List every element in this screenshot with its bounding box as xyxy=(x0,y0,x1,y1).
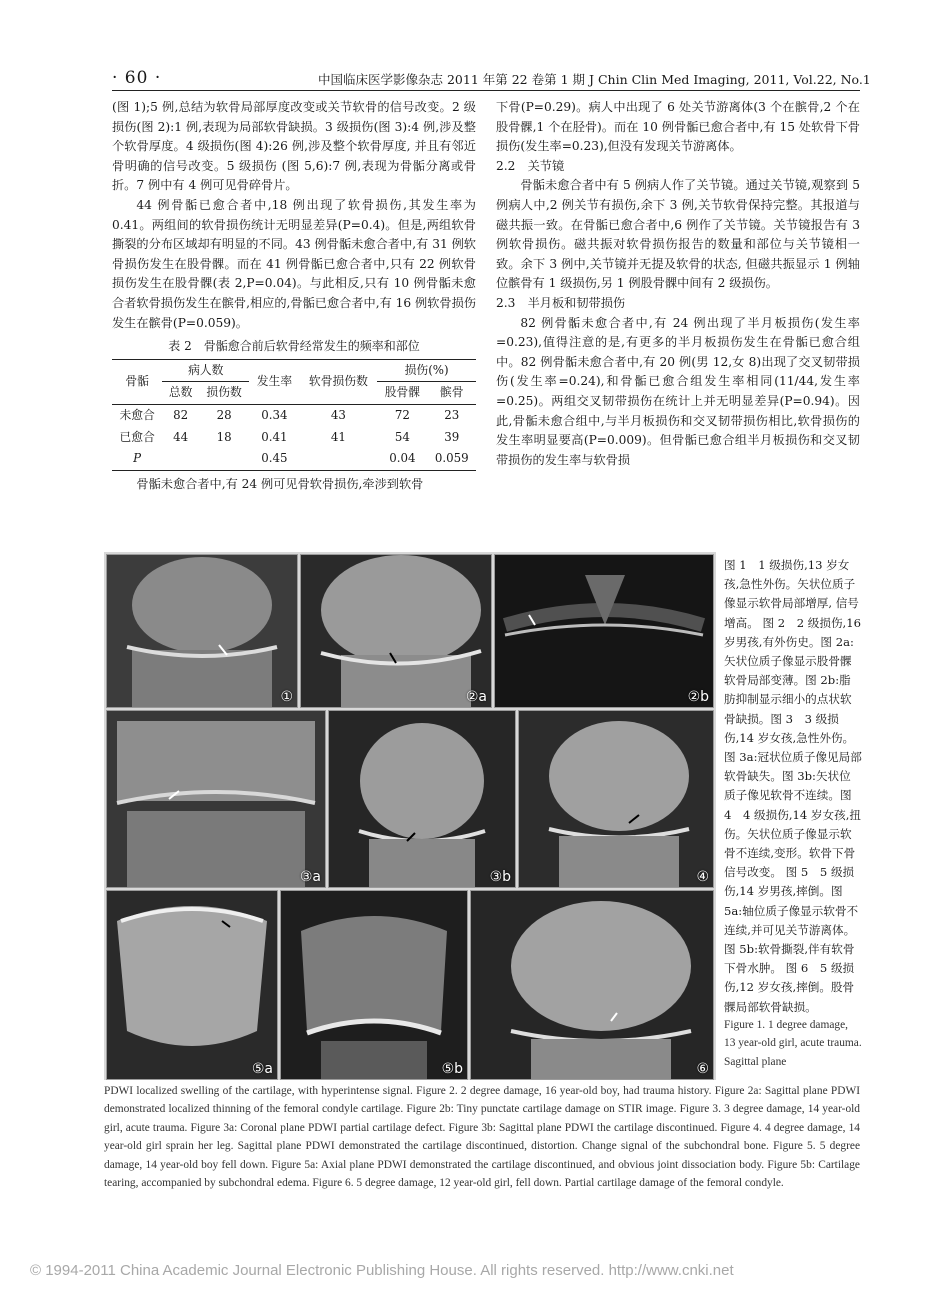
header-rule xyxy=(112,90,860,91)
panel-label: ②b xyxy=(687,689,709,705)
right-para-2: 骨骺未愈合者中有 5 例病人作了关节镜。通过关节镜,观察到 5 例病人中,2 例关节有损伤,余下 3 例,关节软骨保持完整。其报道与磁共振一致。在骨骺已愈合者中,6 例作了关节镜。关节镜报告有 3 例软骨损伤。磁共振对软骨损伤报告的数量和部位与关节镜相一致。余下 3 例中,关节镜并无提及软骨的状态, 但磁共振显示 1 例轴位髌骨有 1 级损伤,另 1 例股骨髁中间有 2 级损伤。 xyxy=(496,178,860,291)
table-row xyxy=(112,404,476,426)
th-patella: 髌骨 xyxy=(428,382,476,405)
panel-label: ③a xyxy=(299,869,321,885)
section-2-3-heading: 2.3 半月板和韧带损伤 xyxy=(496,295,626,310)
panel-label: ④ xyxy=(696,869,709,885)
panel-label: ① xyxy=(280,689,293,705)
copyright-footer: © 1994-2011 China Academic Journal Electronic Publishing House. All rights reserved. http://www.cnki.net xyxy=(30,1262,734,1279)
th-total: 总数 xyxy=(162,382,199,405)
right-para-3: 82 例骨骺未愈合者中,有 24 例出现了半月板损伤(发生率=0.23),值得注意的是,有更多的半月板损伤发生在骨骺已愈合组中。82 例骨骺未愈合者中,有 20 例(男 12,女 8)出现了交叉韧带损伤(发生率=0.24),和骨骺已愈合组发生率相同(11/44,发生率=0.25)。两组交叉韧带损伤在统计上并无明显差异(P=0.94)。因此,骨骺未愈合组中,与半月板损伤和交叉韧带损伤相比,软骨损伤的发生率明显要高(P=0.009)。但骨骺已愈合组半月板损伤和交叉韧带损伤的发生率与软骨损 xyxy=(496,315,860,467)
page-number: · 60 · xyxy=(112,68,162,88)
left-column xyxy=(112,98,476,494)
cell: 已愈合 xyxy=(119,429,155,444)
th-rate: 发生率 xyxy=(249,359,299,404)
th-patients: 病人数 xyxy=(162,359,249,382)
cell: 44 xyxy=(173,429,189,444)
cell: 54 xyxy=(394,429,410,444)
th-femoral: 股骨髁 xyxy=(377,382,427,405)
table-row xyxy=(112,448,476,470)
figure-caption-cn: 图 1 1 级损伤,13 岁女孩,急性外伤。矢状位质子像显示软骨局部增厚, 信号增高。 图 2 2 级损伤,16 岁男孩,有外伤史。图 2a:矢状位质子像显示股骨髁软骨局部变薄。图 2b:脂肪抑制显示细小的点状软骨缺损。图 3 3 级损伤,14 岁女孩,急性外伤。图 3a:冠状位质子像见局部软骨缺失。图 3b:矢状位质子像见软骨不连续。图 4 4 级损伤,14 岁女孩,扭伤。矢状位质子像显示软骨不连续,变形。软骨下骨信号改变。 图 5 5 级损伤,14 岁男孩,摔倒。图 5a:轴位质子像显示软骨不连续,并可见关节游离体。图 5b:软骨撕裂,伴有软骨下骨水肿。 图 6 5 级损伤,12 岁女孩,摔倒。股骨髁局部软骨缺损。 xyxy=(724,558,862,1014)
mri-panel-3b xyxy=(328,710,516,888)
right-column xyxy=(496,98,860,470)
left-para-1: (图 1);5 例,总结为软骨局部厚度改变或关节软骨的信号改变。2 级损伤(图 2):1 例,表现为局部软骨缺损。3 级损伤(图 3):4 例,涉及整个软骨厚度。4 级损伤(图 4):26 例,涉及整个软骨厚度, 并且有邻近骨明确的信号改变。5 级损伤 (图 5,6):7 例,表现为骨骺分离或骨折。7 例中有 4 例可见骨碎骨片。 xyxy=(112,100,476,193)
cell xyxy=(300,448,378,470)
th-injured: 损伤数 xyxy=(199,382,249,405)
left-para-3: 骨骺未愈合者中,有 24 例可见骨软骨损伤,牵涉到软骨 xyxy=(136,476,424,491)
cell: 0.059 xyxy=(434,451,469,466)
panel-label: ⑤b xyxy=(441,1061,463,1077)
left-para-2: 44 例骨骺已愈合者中,18 例出现了软骨损伤,其发生率为 0.41。两组间的软骨损伤统计无明显差异(P=0.4)。但是,两组软骨撕裂的分布区域却有明显的不同。43 例骨骺未愈合者中,有 31 例软骨损伤发生在股骨髁。而在 41 例骨骺已愈合者中,只有 22 例软骨损伤发生在股骨髁(表 2,P=0.04)。与此相反,只有 10 例骨骺未愈合者软骨损伤发生在髌骨,相应的,骨骺已愈合者中,有 16 例软骨损伤发生在髌骨(P=0.059)。 xyxy=(112,197,476,330)
panel-label: ②a xyxy=(465,689,487,705)
mri-panel-6 xyxy=(470,890,714,1080)
panel-label: ⑥ xyxy=(696,1061,709,1077)
mri-panel-4 xyxy=(518,710,714,888)
cell: 0.04 xyxy=(389,451,416,466)
cell: 0.34 xyxy=(261,407,288,422)
right-para-1: 下骨(P=0.29)。病人中出现了 6 处关节游离体(3 个在髌骨,2 个在股骨髁,1 个在胫骨)。而在 10 例骨骺已愈合者中,有 15 处软骨下骨损伤(发生率=0.23),但没有发现关节游离体。 xyxy=(496,100,860,154)
th-cartilage-count: 软骨损伤数 xyxy=(300,359,378,404)
cell: 82 xyxy=(173,407,189,422)
cell: 41 xyxy=(330,429,346,444)
cell: 72 xyxy=(394,407,410,422)
table-row xyxy=(112,427,476,449)
mri-panel-2b xyxy=(494,554,714,708)
mri-panel-2a xyxy=(300,554,492,708)
cell: 未愈合 xyxy=(119,407,155,422)
th-epiphysis: 骨骺 xyxy=(112,359,162,404)
mri-panel-3a xyxy=(106,710,326,888)
mri-panel-1 xyxy=(106,554,298,708)
cell: 0.41 xyxy=(261,429,288,444)
journal-header: 中国临床医学影像杂志 2011 年第 22 卷第 1 期 J Chin Clin Med Imaging, 2011, Vol.22, No.1 xyxy=(318,72,871,87)
table-2 xyxy=(112,359,476,471)
panel-label: ③b xyxy=(489,869,511,885)
th-damage-pct: 损伤(%) xyxy=(377,359,476,382)
figure-caption-en: PDWI localized swelling of the cartilage, with hyperintense signal. Figure 2. 2 degree damage, 16 year-old boy, had trauma history. Figure 2a: Sagittal plane PDWI demonstrated localized thinning of the femoral condyle cartilage. Figure 2b: Tiny punctate cartilage damage on STIR image. Figure 3. 3 degree damage, 14 year-old girl, acute trauma. Figure 3a: Coronal plane PDWI partial cartilage defect. Figure 3b: Sagittal plane PDWI the cartilage discontinued. Figure 4. 4 degree damage, 14 year-old girl sprain her leg. Sagittal plane PDWI demonstrated the cartilage discontinued, distortion. Change signal of the subchondral bone. Figure 5. 5 degree damage, 14 year-old boy fell down. Figure 5a: Axial plane PDWI demonstrated the cartilage discontinued, and obvious joint dissociation body. Figure 5b: Cartilage tearing, accompanied by subchondral edema. Figure 6. 5 degree damage, 12 year-old girl, fell down. Partial cartilage damage of the femoral condyle. xyxy=(104,1085,860,1190)
table-2-caption: 表 2 骨骺愈合前后软骨经常发生的频率和部位 xyxy=(168,339,420,354)
cell xyxy=(162,448,199,470)
panel-label: ⑤a xyxy=(251,1061,273,1077)
figure-grid xyxy=(104,552,716,1080)
cell: 23 xyxy=(444,407,460,422)
mri-panel-5b xyxy=(280,890,468,1080)
figure-caption-en-side: Figure 1. 1 degree damage, 13 year-old girl, acute trauma. Sagittal plane xyxy=(724,1019,862,1068)
cell: 39 xyxy=(444,429,460,444)
cell: 28 xyxy=(216,407,232,422)
cell xyxy=(199,448,249,470)
cell: 43 xyxy=(330,407,346,422)
cell: P xyxy=(133,451,142,466)
section-2-2-heading: 2.2 关节镜 xyxy=(496,158,565,173)
cell: 18 xyxy=(216,429,232,444)
mri-panel-5a xyxy=(106,890,278,1080)
cell: 0.45 xyxy=(261,451,288,466)
